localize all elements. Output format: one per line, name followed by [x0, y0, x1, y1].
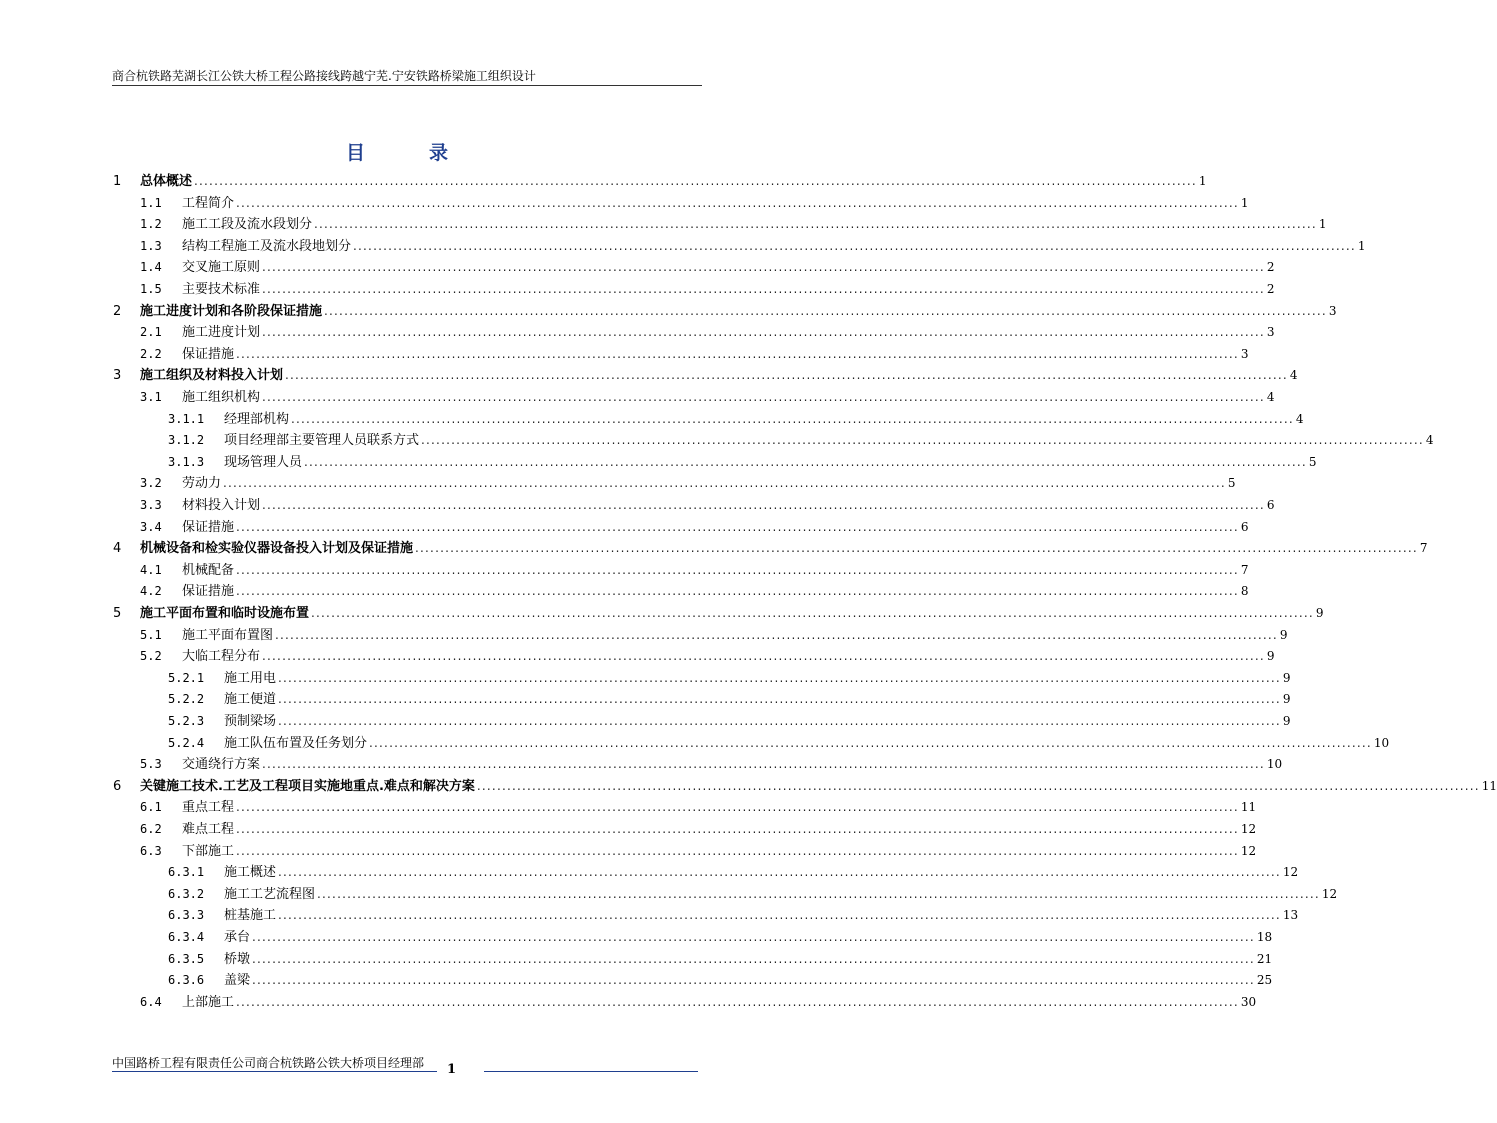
toc-entry-page: 11	[1240, 800, 1257, 815]
toc-entry-page: 1	[1240, 195, 1249, 210]
toc-entry-number: 6.3.4	[168, 930, 205, 944]
toc-entry-number: 1.3	[140, 238, 162, 253]
toc-leader-dots: ........................................................................................................................................................................................................	[236, 562, 1239, 577]
toc-entry-label: 现场管理人员	[224, 454, 303, 470]
toc-entry-label: 总体概述	[140, 174, 193, 189]
toc-leader-dots: ........................................................................................................................................................................................................	[262, 282, 1265, 296]
toc-entry-page: 10	[1373, 735, 1390, 750]
toc-entry-label: 工程简介	[182, 195, 235, 211]
toc-entry-label: 预制梁场	[224, 714, 277, 729]
toc-leader-dots: ........................................................................................................................................................................................................	[369, 735, 1372, 750]
toc-leader-dots: ........................................................................................................................................................................................................	[324, 303, 1327, 318]
toc-entry-number: 6.4	[140, 994, 162, 1009]
toc-entry[interactable]	[168, 409, 1304, 430]
toc-leader-dots: ........................................................................................................................................................................................................	[476, 778, 1480, 793]
toc-entry[interactable]	[140, 754, 1283, 775]
toc-entry-number: 5.3	[140, 757, 162, 772]
toc-entry-label: 施工进度计划和各阶段保证措施	[140, 303, 323, 319]
toc-leader-dots: ........................................................................................................................................................................................................	[236, 994, 1239, 1009]
toc-entry-number: 1.2	[140, 217, 162, 232]
toc-entry-number: 4	[113, 541, 122, 557]
toc-entry[interactable]	[140, 279, 1275, 300]
toc-leader-dots: ........................................................................................................................................................................................................	[236, 346, 1239, 361]
toc-title-right: 录	[429, 142, 449, 164]
toc-entry[interactable]	[168, 711, 1291, 732]
toc-entry-page: 10	[1266, 757, 1283, 772]
toc-entry-number: 5.2.2	[168, 692, 205, 707]
running-header: 商合杭铁路芜湖长江公铁大桥工程公路接线跨越宁芜.宁安铁路桥梁施工组织设计	[112, 69, 536, 83]
toc-entry-page: 4	[1295, 411, 1304, 426]
toc-entry-page: 3	[1266, 325, 1275, 340]
page-number: 1	[447, 1062, 457, 1077]
toc-title-left: 目	[345, 142, 365, 164]
toc-leader-dots: ........................................................................................................................................................................................................	[236, 822, 1239, 836]
toc-entry-page: 1	[1198, 174, 1207, 188]
toc-entry-label: 保证措施	[182, 346, 235, 362]
toc-entry-page: 9	[1315, 606, 1324, 620]
toc-entry-number: 3.1	[140, 390, 162, 404]
toc-leader-dots: ........................................................................................................................................................................................................	[262, 649, 1265, 664]
toc-entry[interactable]	[168, 927, 1273, 948]
toc-entry-page: 1	[1318, 217, 1327, 232]
toc-leader-dots: ........................................................................................................................................................................................................	[236, 843, 1239, 858]
toc-entry[interactable]	[168, 905, 1299, 926]
toc-entry[interactable]	[140, 257, 1275, 278]
toc-entry[interactable]	[140, 992, 1257, 1013]
toc-leader-dots: ........................................................................................................................................................................................................	[262, 757, 1265, 772]
toc-leader-dots: ........................................................................................................................................................................................................	[317, 886, 1320, 901]
toc-entry-page: 25	[1256, 973, 1273, 988]
toc-entry-number: 5.2.4	[168, 735, 205, 750]
toc-entry-page: 9	[1282, 692, 1291, 707]
toc-entry-label: 大临工程分布	[182, 649, 261, 665]
toc-leader-dots: ........................................................................................................................................................................................................	[278, 714, 1281, 728]
toc-entry[interactable]	[140, 581, 1249, 602]
toc-entry-number: 6.3.6	[168, 973, 205, 988]
toc-entry[interactable]	[113, 365, 1298, 386]
toc-entry-page: 4	[1289, 368, 1298, 383]
toc-leader-dots: ........................................................................................................................................................................................................	[236, 195, 1239, 210]
toc-entry-label: 桩基施工	[224, 908, 277, 924]
toc-entry[interactable]	[140, 495, 1275, 516]
toc-entry-label: 施工概述	[224, 865, 277, 881]
toc-entry-number: 3.1.2	[168, 433, 205, 448]
toc-entry-label: 施工工艺流程图	[224, 886, 316, 902]
toc-leader-dots: ........................................................................................................................................................................................................	[236, 800, 1239, 815]
toc-entry[interactable]	[113, 603, 1324, 624]
toc-entry[interactable]	[140, 517, 1249, 538]
toc-entry-label: 保证措施	[182, 584, 235, 600]
toc-leader-dots: ........................................................................................................................................................................................................	[236, 519, 1239, 534]
toc-entry-label: 保证措施	[182, 519, 235, 535]
toc-leader-dots: ........................................................................................................................................................................................................	[421, 433, 1424, 448]
toc-entry-label: 施工用电	[224, 670, 277, 686]
toc-entry-number: 6.3	[140, 843, 162, 858]
toc-entry[interactable]	[140, 797, 1257, 818]
toc-entry[interactable]	[168, 668, 1291, 689]
toc-entry-page: 5	[1308, 454, 1317, 469]
toc-entry-page: 9	[1266, 649, 1275, 664]
toc-entry-page: 2	[1266, 282, 1275, 296]
toc-entry-number: 6.1	[140, 800, 162, 815]
toc-entry-label: 施工队伍布置及任务划分	[224, 735, 368, 751]
toc-entry-number: 3	[113, 368, 122, 384]
toc-entry-label: 劳动力	[182, 476, 222, 492]
toc-entry-page: 5	[1227, 476, 1236, 491]
toc-entry-label: 盖梁	[224, 973, 251, 989]
toc-entry-number: 3.1.1	[168, 411, 205, 426]
toc-entry-label: 材料投入计划	[182, 498, 261, 513]
toc-entry-page: 30	[1240, 994, 1257, 1009]
toc-entry[interactable]	[140, 841, 1257, 862]
toc-entry-label: 施工组织机构	[182, 390, 261, 405]
toc-entry-number: 1.4	[140, 260, 162, 275]
toc-entry-label: 施工便道	[224, 692, 277, 708]
toc-entry-page: 7	[1240, 562, 1249, 577]
toc-entry[interactable]	[113, 301, 1337, 322]
toc-entry-label: 施工进度计划	[182, 325, 261, 341]
toc-entry-label: 主要技术标准	[182, 282, 261, 297]
toc-leader-dots: ........................................................................................................................................................................................................	[223, 476, 1226, 491]
toc-entry-number: 1	[113, 174, 122, 189]
toc-entry[interactable]	[140, 473, 1236, 494]
toc-entry-page: 6	[1266, 498, 1275, 512]
toc-leader-dots: ........................................................................................................................................................................................................	[262, 498, 1265, 512]
toc-entry-label: 桥墩	[224, 951, 251, 967]
toc-leader-dots: ........................................................................................................................................................................................................	[314, 217, 1317, 232]
toc-entry-number: 2.1	[140, 325, 162, 340]
toc-leader-dots: ........................................................................................................................................................................................................	[311, 606, 1314, 620]
toc-entry-number: 6.3.3	[168, 908, 205, 923]
toc-entry[interactable]	[113, 538, 1428, 559]
toc-entry[interactable]	[113, 776, 1497, 797]
toc-entry-number: 4.2	[140, 584, 162, 599]
toc-entry-label: 经理部机构	[224, 411, 290, 427]
toc-leader-dots: ........................................................................................................................................................................................................	[278, 692, 1281, 707]
toc-entry-label: 下部施工	[182, 843, 235, 859]
toc-entry-page: 11	[1481, 778, 1497, 793]
toc-entry-label: 施工组织及材料投入计划	[140, 368, 284, 384]
toc-entry-label: 交叉施工原则	[182, 260, 261, 276]
toc-entry-number: 1.1	[140, 195, 162, 210]
toc-entry[interactable]	[168, 949, 1273, 970]
toc-leader-dots: ........................................................................................................................................................................................................	[262, 260, 1265, 275]
toc-entry-number: 6.3.2	[168, 886, 205, 901]
toc-entry-number: 3.3	[140, 498, 162, 512]
toc-leader-dots: ........................................................................................................................................................................................................	[262, 390, 1265, 404]
toc-entry[interactable]	[113, 171, 1207, 192]
toc-entry-page: 3	[1328, 303, 1337, 318]
toc-entry-label: 施工平面布置和临时设施布置	[140, 606, 310, 621]
toc-entry-page: 9	[1282, 714, 1291, 728]
toc-title	[0, 138, 794, 165]
toc-leader-dots: ........................................................................................................................................................................................................	[194, 174, 1197, 188]
toc-entry-number: 4.1	[140, 562, 162, 577]
toc-entry-number: 6.2	[140, 822, 162, 836]
toc-leader-dots: ........................................................................................................................................................................................................	[252, 951, 1255, 966]
toc-entry-number: 2.2	[140, 346, 162, 361]
toc-leader-dots: ........................................................................................................................................................................................................	[252, 930, 1255, 944]
toc-entry-page: 6	[1240, 519, 1249, 534]
toc-entry[interactable]	[140, 560, 1249, 581]
toc-leader-dots: ........................................................................................................................................................................................................	[415, 541, 1418, 556]
footer-org: 中国路桥工程有限责任公司商合杭铁路公铁大桥项目经理部	[112, 1056, 425, 1070]
toc-leader-dots: ........................................................................................................................................................................................................	[278, 865, 1281, 880]
toc-entry-number: 3.1.3	[168, 454, 205, 469]
toc-entry-label: 承台	[224, 930, 251, 945]
toc-entry-label: 机械设备和检实验仪器设备投入计划及保证措施	[140, 541, 414, 557]
toc-entry-label: 上部施工	[182, 994, 235, 1010]
toc-entry-page: 9	[1279, 627, 1288, 642]
toc-entry-page: 8	[1240, 584, 1249, 599]
toc-entry[interactable]	[168, 970, 1273, 991]
toc-leader-dots: ........................................................................................................................................................................................................	[304, 454, 1307, 469]
footer-rule-right	[484, 1071, 698, 1072]
toc-entry[interactable]	[140, 387, 1275, 408]
toc-entry-page: 4	[1266, 390, 1275, 404]
toc-entry[interactable]	[140, 819, 1257, 840]
toc-entry-label: 关键施工技术.工艺及工程项目实施地重点.难点和解决方案	[140, 778, 475, 794]
toc-leader-dots: ........................................................................................................................................................................................................	[252, 973, 1255, 988]
toc-entry-label: 结构工程施工及流水段地划分	[182, 238, 352, 254]
toc-entry-number: 5.2.1	[168, 670, 205, 685]
toc-entry[interactable]	[168, 689, 1291, 710]
toc-entry-page: 18	[1256, 930, 1273, 944]
toc-entry[interactable]	[168, 452, 1317, 473]
toc-entry-label: 施工平面布置图	[182, 627, 274, 643]
toc-entry-page: 7	[1419, 541, 1428, 556]
toc-entry[interactable]	[168, 884, 1338, 905]
toc-entry-page: 4	[1425, 433, 1434, 448]
toc-entry-page: 13	[1282, 908, 1299, 923]
toc-entry-label: 施工工段及流水段划分	[182, 217, 313, 233]
toc-entry-page: 3	[1240, 346, 1249, 361]
toc-entry-number: 5	[113, 606, 122, 621]
toc-leader-dots: ........................................................................................................................................................................................................	[353, 238, 1356, 253]
toc-entry-number: 6	[113, 778, 122, 794]
toc-entry-page: 12	[1240, 843, 1257, 858]
toc-entry[interactable]	[140, 214, 1327, 235]
toc-entry[interactable]	[140, 193, 1249, 214]
toc-entry-label: 重点工程	[182, 800, 235, 816]
toc-entry[interactable]	[140, 236, 1366, 257]
toc-leader-dots: ........................................................................................................................................................................................................	[275, 627, 1278, 642]
toc-entry[interactable]	[140, 625, 1288, 646]
toc-leader-dots: ........................................................................................................................................................................................................	[278, 908, 1281, 923]
toc-entry-page: 12	[1282, 865, 1299, 880]
toc-entry[interactable]	[168, 733, 1390, 754]
toc-leader-dots: ........................................................................................................................................................................................................	[262, 325, 1265, 340]
toc-entry-page: 12	[1240, 822, 1257, 836]
toc-entry-label: 机械配备	[182, 562, 235, 578]
toc-entry-label: 难点工程	[182, 822, 235, 837]
toc-entry-label: 项目经理部主要管理人员联系方式	[224, 433, 420, 449]
toc-entry[interactable]	[140, 646, 1275, 667]
header-rule	[112, 85, 702, 86]
toc-entry-page: 1	[1357, 238, 1366, 253]
toc-entry-number: 3.4	[140, 519, 162, 534]
toc-entry-number: 6.3.5	[168, 951, 205, 966]
toc-entry-number: 5.2	[140, 649, 162, 664]
toc-entry-page: 2	[1266, 260, 1275, 275]
toc-leader-dots: ........................................................................................................................................................................................................	[291, 411, 1294, 426]
toc-entry-page: 9	[1282, 670, 1291, 685]
toc-leader-dots: ........................................................................................................................................................................................................	[285, 368, 1288, 383]
toc-entry-number: 5.2.3	[168, 714, 205, 728]
toc-entry-number: 6.3.1	[168, 865, 205, 880]
footer-rule-left	[112, 1071, 437, 1072]
toc-entry-page: 12	[1321, 886, 1338, 901]
toc-leader-dots: ........................................................................................................................................................................................................	[236, 584, 1239, 599]
toc-entry-number: 2	[113, 303, 122, 319]
toc-entry[interactable]	[168, 430, 1434, 451]
toc-entry-number: 3.2	[140, 476, 162, 491]
toc-entry[interactable]	[140, 322, 1275, 343]
toc-entry-label: 交通绕行方案	[182, 757, 261, 773]
toc-entry-number: 5.1	[140, 627, 162, 642]
toc-entry-page: 21	[1256, 951, 1273, 966]
toc-entry[interactable]	[140, 344, 1249, 365]
toc-entry-number: 1.5	[140, 282, 162, 296]
toc-entry[interactable]	[168, 862, 1299, 883]
toc-leader-dots: ........................................................................................................................................................................................................	[278, 670, 1281, 685]
